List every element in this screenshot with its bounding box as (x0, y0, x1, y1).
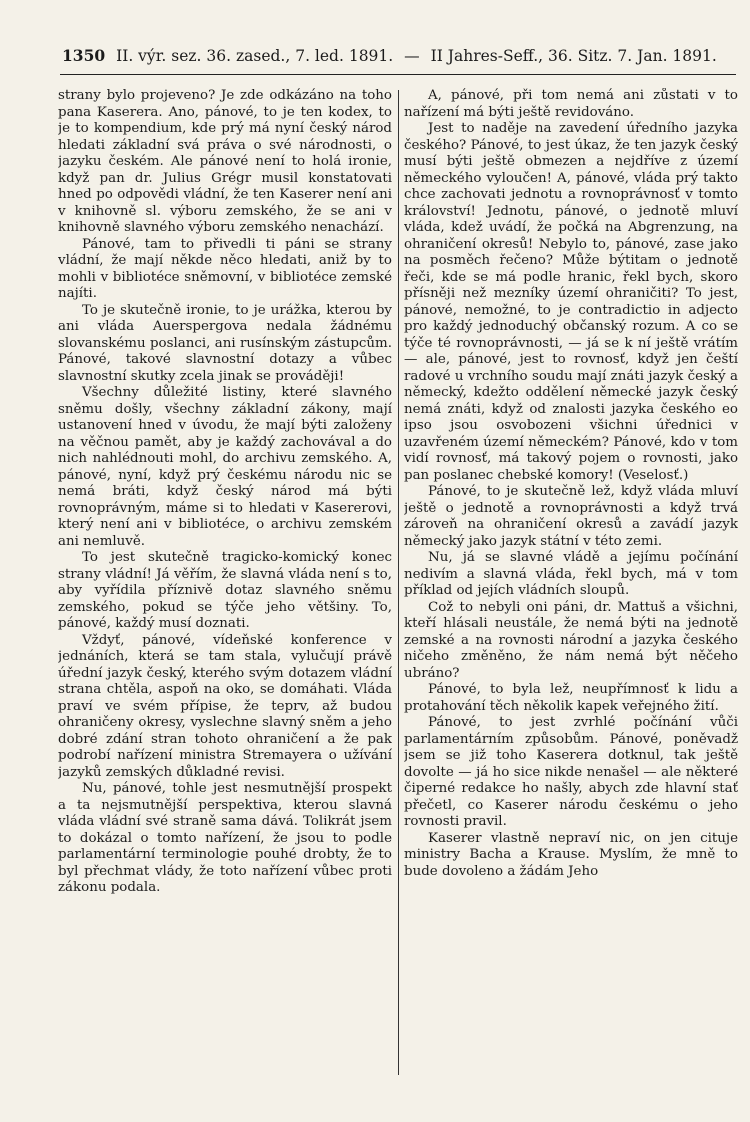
paragraph: Nu, pánové, tohle jest nesmutnější prospekt a ta nejsmutnější perspektiva, kterou slavná vláda vládní své straně sama dává. Tolikrát jsem to dokázal o tomto nařízení, že jsou to podle parlamentární terminologie pouhé drobty, že to byl přechmat vlády, že toto nařízení vůbec proti zákonu podala. (58, 781, 392, 895)
header-title-german: II Jahres-Seff., 36. Sitz. 7. Jan. 1891. (430, 47, 717, 65)
paragraph: A, pánové, při tom nemá ani zůstati v to nařízení má býti ještě revidováno. (404, 88, 738, 120)
running-header (62, 44, 732, 68)
header-separator: — (404, 47, 420, 65)
paragraph: To je skutečně ironie, to je urážka, kterou by ani vláda Auerspergova nedala žádnému slovanskému poslanci, ani rusínským zástupcům. Pánové, takové slavnostní dotazy a vůbec slavnostní skutky zcela jinak se prováději! (58, 302, 392, 384)
paragraph: Pánové, to byla lež, neupřímnosť k lidu a protahování těch několik kapek veřejného žití. (404, 682, 738, 714)
paragraph: Pánové, to jest zvrhlé počínání vůči parlamentárním způsobům. Pánové, poněvadž jsem se již toho Kaserera dotknul, tak ještě dovolte — já ho sice nikde nenašel — ale některé čiperné redakce ho našly, abych zde hlavní stať přečetl, co Kaserer národu českému o jeho rovnosti pravil. (404, 715, 738, 829)
right-column (404, 88, 738, 1098)
paragraph: Vždyť, pánové, vídeňské konference v jednáních, která se tam stala, vylučují právě úřední jazyk český, kterého svým dotazem vládní strana chtěla, aspoň na oko, se domáhati. Vláda praví ve svém přípise, že teprv, až budou ohraničeny okresy, vyslechne slavný sněm a jeho dobré zdání stran tohoto ohraničení a že pak podrobí nařízení ministra Stremayera o užívání jazyků zemských důkladné revisi. (58, 632, 392, 780)
paragraph: Což to nebyli oni páni, dr. Mattuš a všichni, kteří hlásali neustále, že nemá býti na jednotě zemské a na rovnosti národní a jazyka českého ničeho změněno, že nám nemá být něčeho ubráno? (404, 599, 738, 681)
paragraph: Pánové, to je skutečně lež, když vláda mluví ještě o jednotě a rovnoprávnosti a když trvá zároveň na ohraničení okresů a zavádí jazyk německý jako jazyk státní v této zemi. (404, 484, 738, 549)
header-title-czech: II. výr. sez. 36. zased., 7. led. 1891. (116, 47, 394, 65)
paragraph: Nu, já se slavné vládě a jejímu počínání nedivím a slavná vláda, řekl bych, má v tom příklad od jejích vládních sloupů. (404, 550, 738, 598)
column-divider (398, 90, 399, 1075)
left-column (58, 88, 392, 1098)
paragraph: Jest to naděje na zavedení úředního jazyka českého? Pánové, to jest úkaz, že ten jazyk český musí býti ještě obmezen a nejdříve z území německého vyloučen! A, pánové, vláda prý takto chce zachovati jednotu a rovnoprávnosť v tomto království! Jednotu, pánové, o jednotě mluví vláda, kdež uvádí, že počká na Abgrenzung, na ohraničení okresů! Nebylo to, pánové, zase jako na posměch řečeno? Může býtitam o jednotě řeči, kde se má podle hranic, řekl bych, skoro přísněji než mezníky území ohraničiti? To jest, pánové, nemožné, to je contradictio in adjecto pro každý jednoduchý občanský rozum. A co se týče té rovnoprávnosti, — já se k ní ještě vrátím — ale, pánové, jest to rovnosť, když jen čeští radové u vrchního soudu mají znáti jazyk český a německý, kdežto oddělení německé jazyk český nemá znáti, když od znalosti jazyka českého eo ipso jsou osvobozeni všichni úřednici v uzavřeném území německém? Pánové, kdo v tom vidí rovnosť, má takový pojem o rovnosti, jako pan poslanec chebské komory! (Veselosť.) (404, 121, 738, 483)
paragraph: Všechny důležité listiny, které slavného sněmu došly, všechny základní zákony, mají ustanovení hned v úvodu, že mají býti založeny na věčnou pamět, aby je každý zachovával a do nich nahlédnouti mohl, do archivu zemského. A, pánové, nyní, když prý českému národu nic se nemá bráti, když český národ má býti rovnoprávným, máme si to hledati v Kasererovi, který není ani v bibliotéce, o archivu zemském ani nemluvě. (58, 385, 392, 549)
paragraph: To jest skutečně tragicko-komický konec strany vládní! Já věřím, že slavná vláda není s to, aby vyřídila příznivě dotaz slavného sněmu zemského, pokud se týče jeho většiny. To, pánové, každý musí doznati. (58, 550, 392, 631)
paragraph: strany bylo projeveno? Je zde odkázáno na toho pana Kaserera. Ano, pánové, to je ten kodex, to je to kompendium, kde prý má nyní český národ hledati základní svá práva o své národnosti, o jazyku českém. Ale pánové není to holá ironie, když pan dr. Julius Grégr musil konstatovati hned po odpovědi vládní, že ten Kaserer není ani v knihovně sl. výboru zemského, že se ani v knihovně slavného výboru zemského nenachází. (58, 88, 392, 235)
paragraph: Pánové, tam to přivedli ti páni se strany vládní, že mají někde něco hledati, aniž by to mohli v bibliotéce sněmovní, v bibliotéce zemské najíti. (58, 236, 392, 301)
paragraph: Kaserer vlastně nepraví nic, on jen cituje ministry Bacha a Krause. Myslím, že mně to bude dovoleno a žádám Jeho (404, 830, 738, 879)
page-number: 1350 (62, 46, 106, 65)
header-rule (60, 74, 736, 75)
